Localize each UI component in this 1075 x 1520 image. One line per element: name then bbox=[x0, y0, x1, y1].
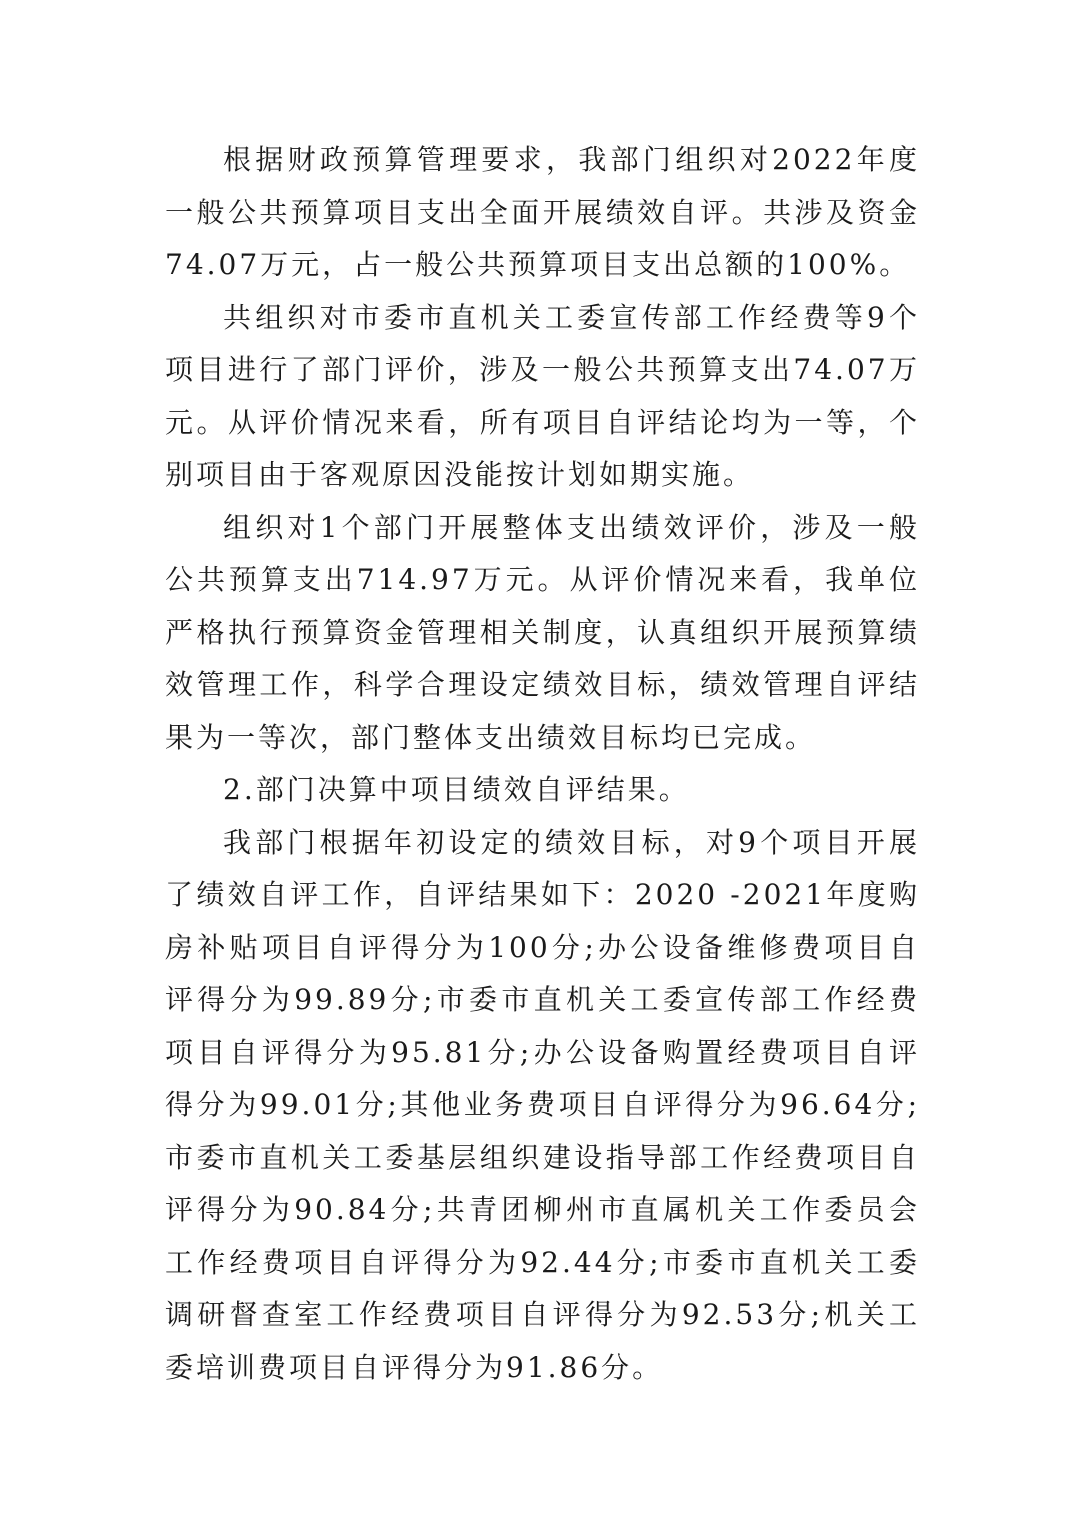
paragraph-project-evaluation: 共组织对市委市直机关工委宣传部工作经费等9个项目进行了部门评价，涉及一般公共预算支出74.07万元。从评价情况来看，所有项目自评结论均为一等，个别项目由于客观原因没能按计划如期实施。 bbox=[165, 300, 920, 491]
paragraph-self-evaluation-overview: 根据财政预算管理要求，我部门组织对2022年度一般公共预算项目支出全面开展绩效自评。共涉及资金74.07万元，占一般公共预算项目支出总额的100%。 bbox=[165, 143, 920, 281]
document-body bbox=[165, 134, 920, 1394]
paragraph-project-scores: 我部门根据年初设定的绩效目标，对9个项目开展了绩效自评工作，自评结果如下：2020 -2021年度购房补贴项目自评得分为100分;办公设备维修费项目自评得分为99.89分;市委市直机关工委宣传部工作经费项目自评得分为95.81分;办公设备购置经费项目自评得分为99.01分;其他业务费项目自评得分为96.64分;市委市直机关工委基层组织建设指导部工作经费项目自评得分为90.84分;共青团柳州市直属机关工作委员会工作经费项目自评得分为92.44分;市委市直机关工委调研督查室工作经费项目自评得分为92.53分;机关工委培训费项目自评得分为91.86分。 bbox=[165, 825, 920, 1384]
section-heading-project-results: 2.部门决算中项目绩效自评结果。 bbox=[223, 773, 690, 806]
paragraph-department-evaluation: 组织对1个部门开展整体支出绩效评价，涉及一般公共预算支出714.97万元。从评价情况来看，我单位严格执行预算资金管理相关制度，认真组织开展预算绩效管理工作，科学合理设定绩效目标，绩效管理自评结果为一等次，部门整体支出绩效目标均已完成。 bbox=[165, 510, 920, 754]
